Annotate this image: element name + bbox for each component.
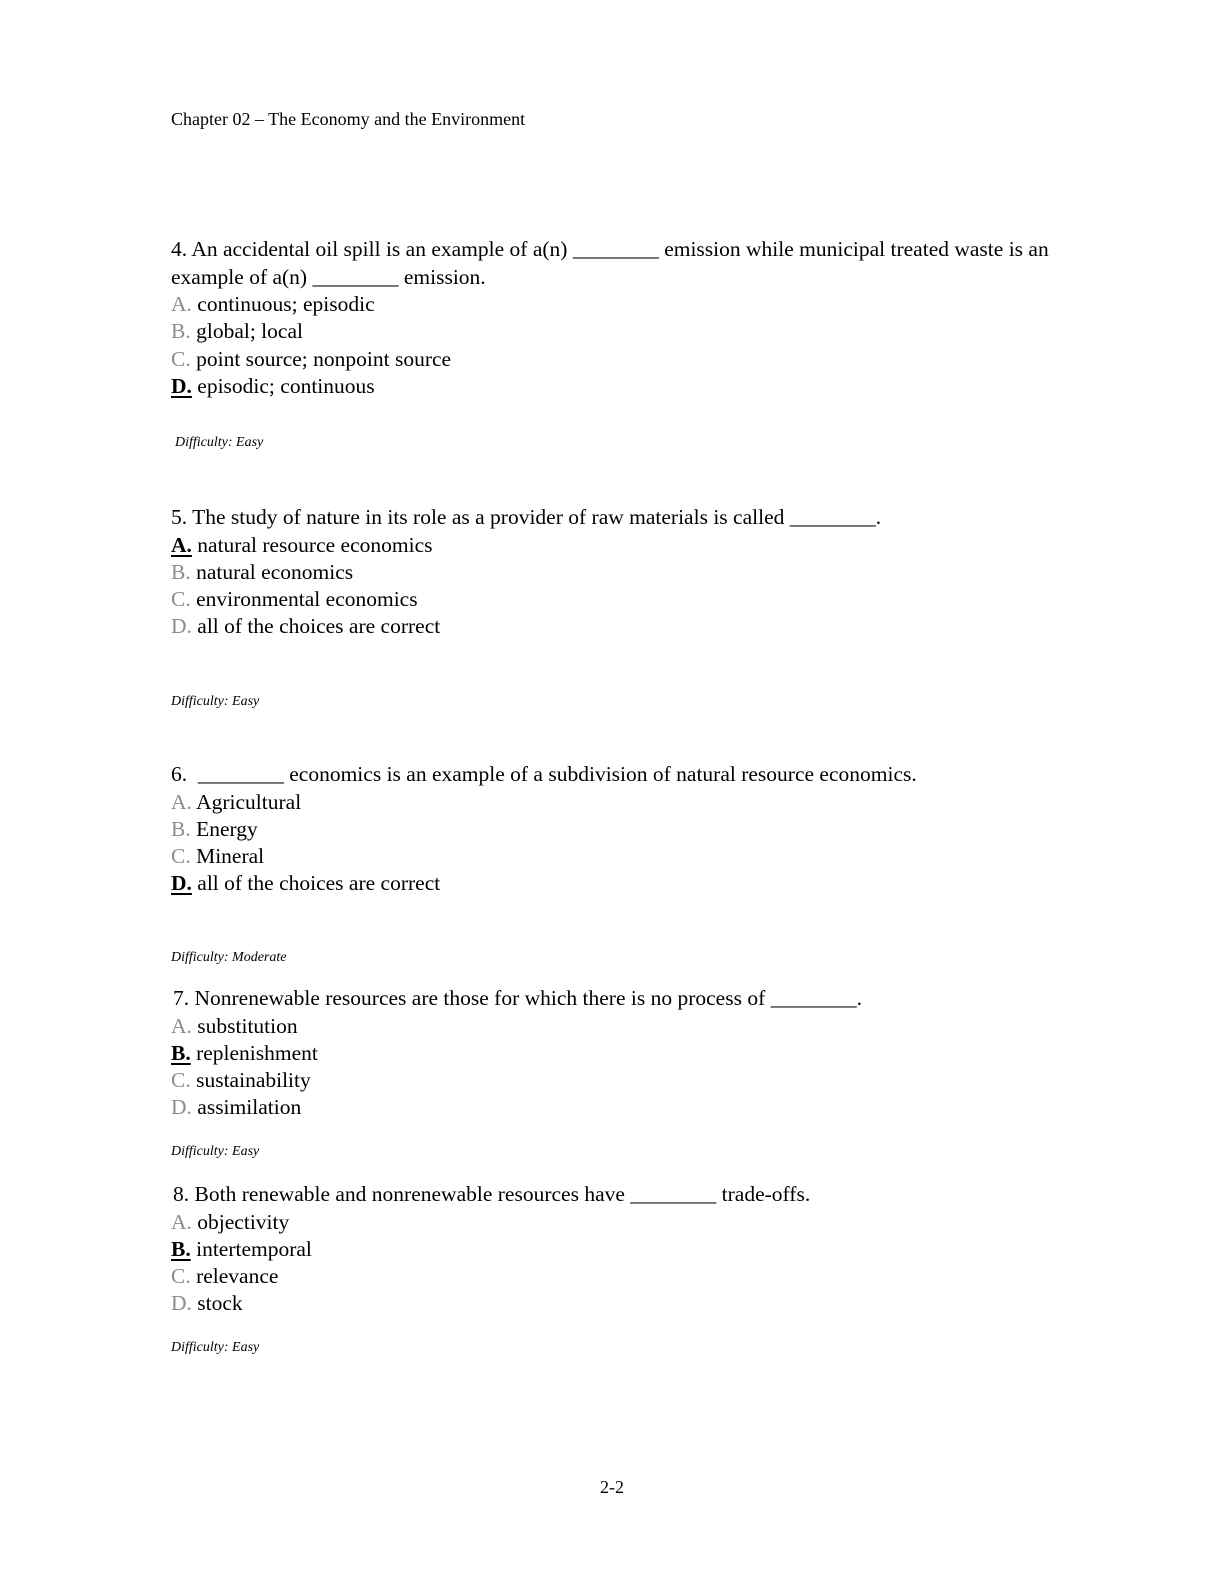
answer-options xyxy=(171,1013,1051,1122)
question-stem: 7. Nonrenewable resources are those for which there is no process of ________. xyxy=(173,986,862,1010)
option-text: objectivity xyxy=(197,1209,290,1234)
option-d-correct xyxy=(171,373,1051,400)
option-letter: C. xyxy=(171,1264,191,1289)
option-letter: B. xyxy=(171,559,191,584)
difficulty-label: Difficulty: Easy xyxy=(175,435,264,450)
option-text: point source; nonpoint source xyxy=(196,346,452,371)
option-letter: C. xyxy=(171,844,191,869)
option-b-correct xyxy=(171,1040,1051,1067)
difficulty-label: Difficulty: Easy xyxy=(171,694,260,709)
option-letter: D. xyxy=(171,1291,192,1316)
answer-options xyxy=(171,789,1051,898)
option-letter: A. xyxy=(171,1013,192,1038)
option-letter: A. xyxy=(171,1209,192,1234)
option-letter: C. xyxy=(171,346,191,371)
question-stem: 6. ________ economics is an example of a subdivision of natural resource economics. xyxy=(171,762,917,786)
option-a xyxy=(171,1209,1051,1236)
option-d xyxy=(171,1094,1051,1121)
option-letter: D. xyxy=(171,871,192,896)
option-b xyxy=(171,816,1051,843)
option-letter: D. xyxy=(171,1095,192,1120)
question-7 xyxy=(171,985,1051,1122)
question-8 xyxy=(171,1181,1051,1318)
answer-options xyxy=(171,1209,1051,1318)
option-text: intertemporal xyxy=(196,1236,312,1261)
option-text: natural economics xyxy=(196,559,354,584)
option-text: all of the choices are correct xyxy=(197,614,441,639)
option-letter: B. xyxy=(171,816,191,841)
option-letter: B. xyxy=(171,319,191,344)
option-text: environmental economics xyxy=(196,587,418,612)
option-letter: A. xyxy=(171,789,192,814)
question-stem: 8. Both renewable and nonrenewable resources have ________ trade-offs. xyxy=(173,1182,811,1206)
answer-options xyxy=(171,291,1051,400)
option-text: sustainability xyxy=(196,1068,311,1093)
option-a xyxy=(171,789,1051,816)
option-text: Energy xyxy=(196,816,258,841)
question-6 xyxy=(171,761,1051,898)
option-a-correct xyxy=(171,532,1051,559)
option-text: stock xyxy=(197,1291,243,1316)
option-text: substitution xyxy=(197,1013,298,1038)
difficulty-label: Difficulty: Easy xyxy=(171,1144,260,1159)
option-text: assimilation xyxy=(197,1095,302,1120)
option-text: replenishment xyxy=(196,1040,318,1065)
option-letter: A. xyxy=(171,292,192,316)
option-a xyxy=(171,1013,1051,1040)
option-letter: B. xyxy=(171,1236,191,1261)
option-text: global; local xyxy=(196,319,303,344)
option-b xyxy=(171,318,1051,345)
chapter-header: Chapter 02 – The Economy and the Environment xyxy=(171,109,526,129)
difficulty-label: Difficulty: Easy xyxy=(171,1340,260,1355)
option-c xyxy=(171,1263,1051,1290)
option-text: episodic; continuous xyxy=(197,373,375,398)
option-text: continuous; episodic xyxy=(197,292,375,316)
option-letter: C. xyxy=(171,1068,191,1093)
difficulty-label: Difficulty: Moderate xyxy=(171,950,287,965)
option-b-correct xyxy=(171,1236,1051,1263)
option-d-correct xyxy=(171,870,1051,897)
page-number: 2-2 xyxy=(600,1477,624,1497)
option-text: all of the choices are correct xyxy=(197,871,441,896)
option-letter: B. xyxy=(171,1040,191,1065)
option-text: natural resource economics xyxy=(197,532,433,557)
question-stem: 5. The study of nature in its role as a provider of raw materials is called ________. xyxy=(171,505,882,529)
option-c xyxy=(171,346,1051,373)
option-c xyxy=(171,586,1051,613)
option-text: relevance xyxy=(196,1264,279,1289)
question-4 xyxy=(171,236,1055,400)
question-stem: 4. An accidental oil spill is an example of a(n) ________ emission while municipal treated waste is an example of a(n) ________ emission. xyxy=(171,237,1055,289)
option-letter: D. xyxy=(171,373,192,398)
question-5 xyxy=(171,504,1051,641)
option-text: Agricultural xyxy=(196,789,302,814)
option-letter: A. xyxy=(171,532,192,557)
option-d xyxy=(171,613,1051,640)
option-c xyxy=(171,1067,1051,1094)
option-b xyxy=(171,559,1051,586)
option-c xyxy=(171,843,1051,870)
option-letter: D. xyxy=(171,614,192,639)
option-text: Mineral xyxy=(196,844,265,869)
option-d xyxy=(171,1290,1051,1317)
option-a xyxy=(171,291,1051,318)
answer-options xyxy=(171,532,1051,641)
option-letter: C. xyxy=(171,587,191,612)
